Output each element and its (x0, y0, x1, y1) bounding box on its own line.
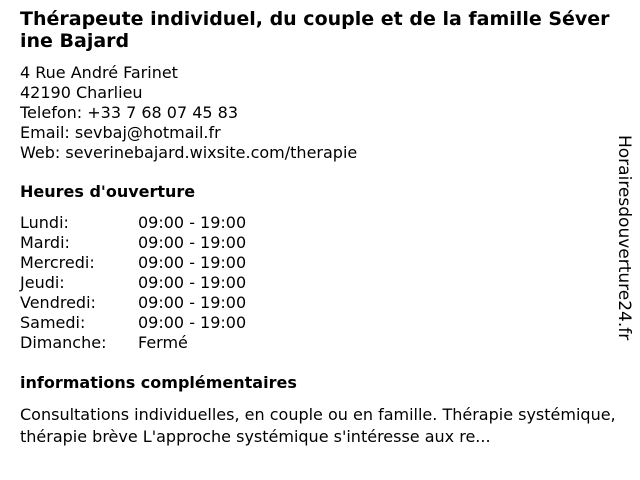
website-link[interactable]: Web: severinebajard.wixsite.com/therapie (20, 143, 358, 162)
day-hours: 09:00 - 19:00 (138, 293, 247, 312)
hours-row-mercredi (20, 253, 610, 273)
business-name: Thérapeute individuel, du couple et de la famille Séverine Bajard (20, 8, 610, 52)
opening-hours-table (20, 213, 610, 353)
hours-row-jeudi (20, 273, 610, 293)
day-label: Dimanche: (20, 333, 107, 352)
info-description: Consultations individuelles, en couple ou en famille. Thérapie systémique, thérapie brève L'approche systémique s'intéresse aux re... (20, 405, 616, 446)
day-label: Mercredi: (20, 253, 95, 272)
hours-row-samedi (20, 313, 610, 333)
hours-row-dimanche (20, 333, 610, 353)
day-label: Jeudi: (20, 273, 65, 292)
day-label: Vendredi: (20, 293, 96, 312)
hours-row-mardi (20, 233, 610, 253)
day-hours: 09:00 - 19:00 (138, 253, 247, 272)
day-hours: 09:00 - 19:00 (138, 213, 247, 232)
email-address[interactable]: Email: sevbaj@hotmail.fr (20, 123, 221, 142)
day-hours: 09:00 - 19:00 (138, 273, 247, 292)
street-address: 4 Rue André Farinet (20, 63, 178, 82)
day-label: Mardi: (20, 233, 70, 252)
day-hours: 09:00 - 19:00 (138, 313, 247, 332)
site-watermark: Horairesdouverture24.fr (614, 135, 634, 341)
hours-row-vendredi (20, 293, 610, 313)
day-label: Samedi: (20, 313, 86, 332)
info-heading: informations complémentaires (20, 373, 297, 392)
day-label: Lundi: (20, 213, 69, 232)
contact-block (20, 63, 610, 163)
day-hours: Fermé (138, 333, 188, 352)
business-card (20, 8, 616, 448)
phone-number[interactable]: Telefon: +33 7 68 07 45 83 (20, 103, 239, 122)
day-hours: 09:00 - 19:00 (138, 233, 247, 252)
hours-row-lundi (20, 213, 610, 233)
hours-heading: Heures d'ouverture (20, 182, 196, 201)
city-postal: 42190 Charlieu (20, 83, 143, 102)
